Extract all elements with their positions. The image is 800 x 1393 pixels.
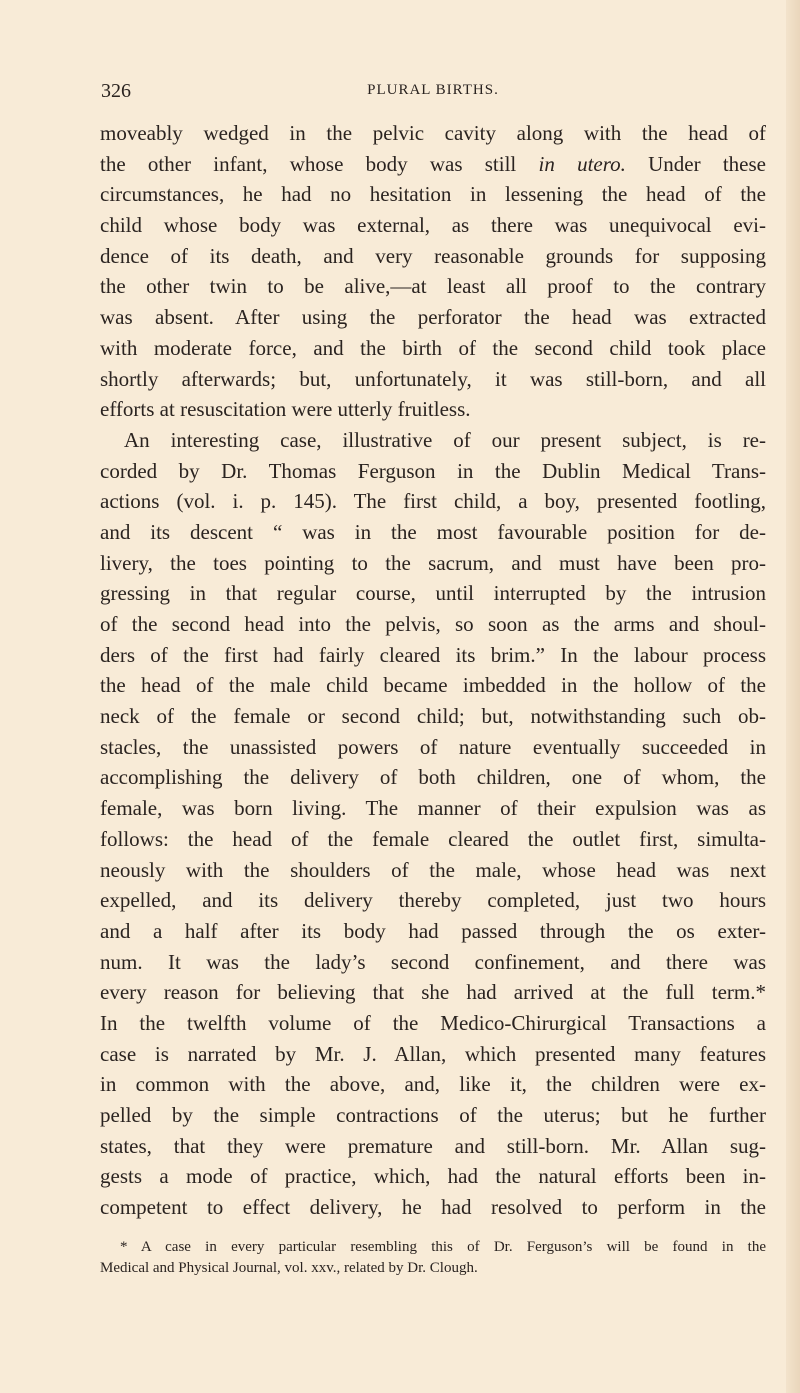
text-line: stacles, the unassisted powers of nature eventually succeeded in: [100, 734, 766, 759]
text-line: states, that they were premature and still-born. Mr. Allan sug-: [100, 1133, 766, 1158]
italic-text: in utero.: [538, 151, 626, 176]
text-line: ders of the first had fairly cleared its brim.” In the labour process: [100, 642, 766, 667]
text-line: [100, 149, 766, 180]
text-line: dence of its death, and very reasonable grounds for supposing: [100, 243, 766, 268]
text-line: accomplishing the delivery of both children, one of whom, the: [100, 765, 766, 790]
footnote-line: * A case in every particular resembling this of Dr. Ferguson’s will be found in the: [120, 1239, 766, 1255]
text-line: circumstances, he had no hesitation in lessening the head of the: [100, 182, 766, 207]
text-line: shortly afterwards; but, unfortunately, it was still-born, and all: [100, 366, 766, 391]
text-line: gests a mode of practice, which, had the natural efforts been in-: [100, 1164, 766, 1189]
text-line: competent to effect delivery, he had resolved to perform in the: [100, 1195, 766, 1220]
page-number: 326: [101, 80, 131, 102]
text-line: female, was born living. The manner of their expulsion was as: [100, 796, 766, 821]
text-line: follows: the head of the female cleared the outlet first, simulta-: [100, 826, 766, 851]
text-line: with moderate force, and the birth of the second child took place: [100, 335, 766, 360]
page-header: [101, 80, 765, 104]
text-line: pelled by the simple contractions of the uterus; but he further: [100, 1103, 766, 1127]
text-line: and its descent “ was in the most favourable position for de-: [100, 519, 766, 544]
text-line: gressing in that regular course, until interrupted by the intrusion: [100, 581, 766, 606]
text-line: the other twin to be alive,—at least all proof to the contrary: [100, 274, 766, 299]
footnote: [100, 1237, 766, 1279]
text-line: of the second head into the pelvis, so soon as the arms and shoul-: [100, 612, 766, 636]
page-edge-shadow: [786, 0, 800, 1393]
text-line: num. It was the lady’s second confinement, and there was: [100, 949, 766, 974]
text-segment: the other infant, whose body was still: [100, 151, 539, 176]
footnote-line: Medical and Physical Journal, vol. xxv., related by Dr. Clough.: [100, 1260, 478, 1276]
text-line: the head of the male child became imbedded in the hollow of the: [100, 673, 766, 698]
text-line: every reason for believing that she had arrived at the full term.*: [100, 980, 766, 1005]
text-line: actions (vol. i. p. 145). The first child, a boy, presented footling,: [100, 489, 766, 514]
text-line: expelled, and its delivery thereby completed, just two hours: [100, 888, 766, 913]
text-segment: Under these: [625, 151, 766, 176]
text-line: in common with the above, and, like it, the children were ex-: [100, 1072, 766, 1097]
text-line: livery, the toes pointing to the sacrum, and must have been pro-: [100, 550, 766, 575]
text-line: neously with the shoulders of the male, whose head was next: [100, 857, 766, 882]
body-text: [100, 118, 766, 1223]
text-line: In the twelfth volume of the Medico-Chirurgical Transactions a: [100, 1010, 766, 1035]
text-line: neck of the female or second child; but, notwithstanding such ob-: [100, 704, 766, 729]
text-line: moveably wedged in the pelvic cavity along with the head of: [100, 121, 766, 145]
text-line: was absent. After using the perforator the head was extracted: [100, 305, 766, 330]
text-line: corded by Dr. Thomas Ferguson in the Dublin Medical Trans-: [100, 458, 766, 483]
text-line: An interesting case, illustrative of our present subject, is re-: [124, 427, 766, 452]
running-title: PLURAL BIRTHS.: [367, 82, 499, 98]
text-line: child whose body was external, as there was unequivocal evi-: [100, 213, 766, 238]
text-line: and a half after its body had passed through the os exter-: [100, 918, 766, 943]
text-line: efforts at resuscitation were utterly fruitless.: [100, 397, 471, 422]
text-line: case is narrated by Mr. J. Allan, which presented many features: [100, 1041, 766, 1066]
